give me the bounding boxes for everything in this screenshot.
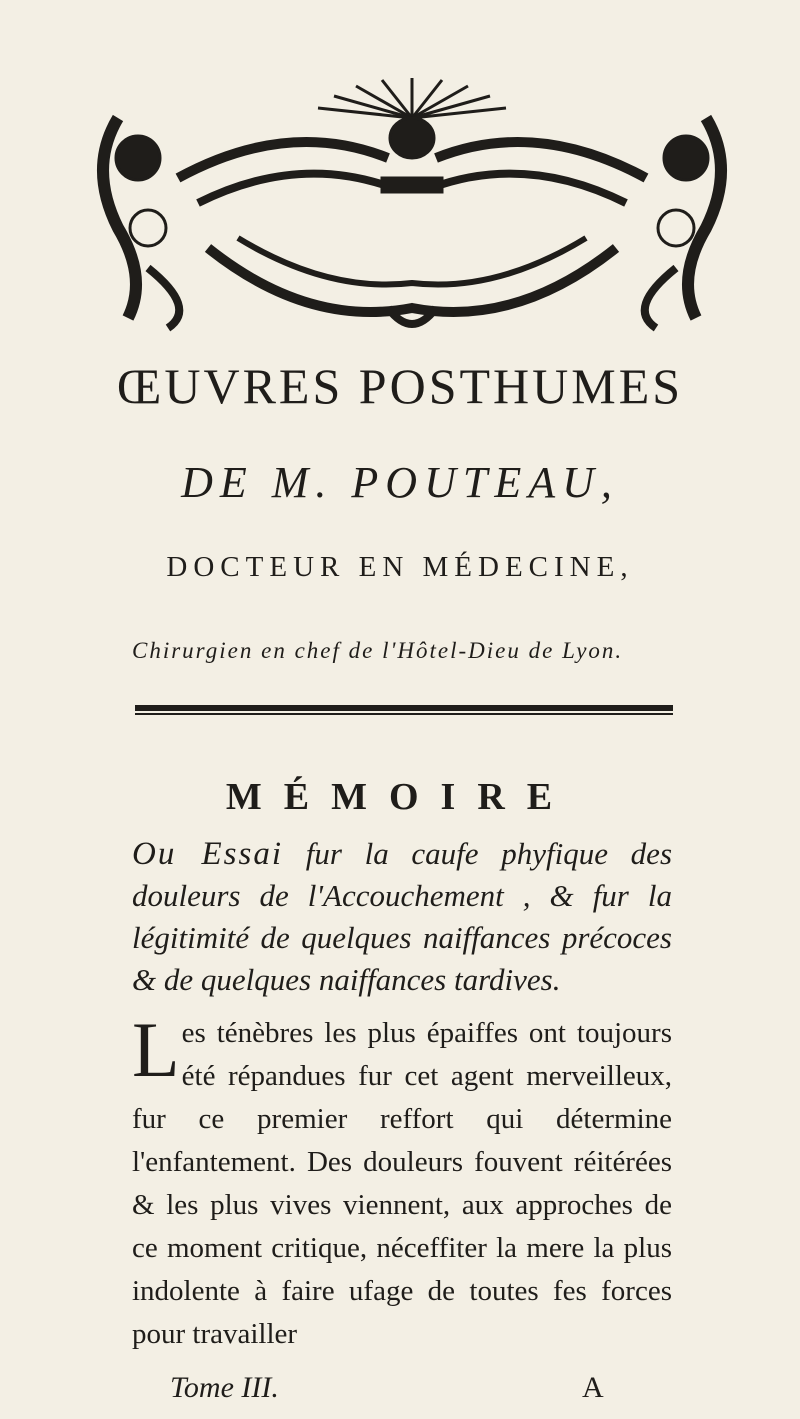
author-degree: DOCTEUR EN MÉDECINE, xyxy=(166,551,634,583)
body-paragraph xyxy=(132,1006,672,1356)
signature-mark: A xyxy=(582,1371,604,1404)
page-title: ŒUVRES POSTHUMES xyxy=(116,358,684,414)
memoir-subtitle-text: fur la caufe phyfique des douleurs de l'Accouchement , & fur la légitimité de quelques naiffances précoces & de quelques naiffances tardives. xyxy=(132,836,673,997)
thin-divider xyxy=(135,713,673,715)
memoir-subtitle xyxy=(132,833,672,1001)
decorative-headpiece xyxy=(88,78,736,340)
volume-label: Tome III. xyxy=(170,1371,279,1404)
body-paragraph-text: es ténèbres les plus épaiffes ont toujours été répandues fur cet agent merveilleux, fur ce premier reffort qui détermine l'enfantement. Des douleurs fouvent réitérées & les plus vives viennent, aux approches de ce moment critique, néceffiter la mere la plus indolente à faire ufage de toutes fes forces pour travailler xyxy=(132,1017,672,1350)
author-line: DE M. POUTEAU, xyxy=(181,458,619,507)
author-position: Chirurgien en chef de l'Hôtel-Dieu de Lyon. xyxy=(132,638,624,663)
memoir-lead: Ou Essai xyxy=(132,836,284,872)
thick-divider xyxy=(135,705,673,711)
section-title: MÉMOIRE xyxy=(225,776,575,818)
drop-cap: L xyxy=(132,1006,180,1093)
